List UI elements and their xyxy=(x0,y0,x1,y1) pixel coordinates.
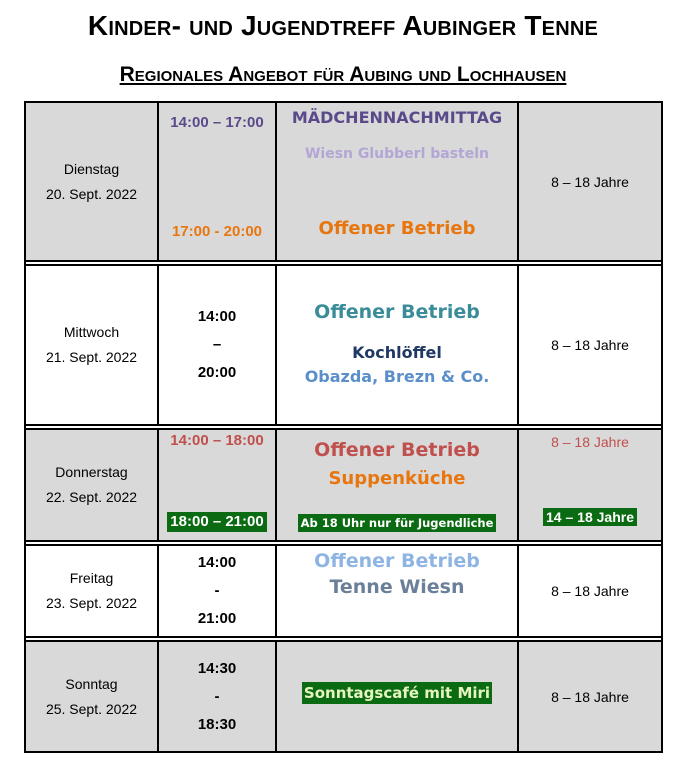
time-cell xyxy=(158,429,276,541)
time-start: 14:30 xyxy=(197,659,237,677)
time-slot-2: 18:00 – 21:00 xyxy=(167,512,266,532)
age-range: 8 – 18 Jahre xyxy=(551,173,629,190)
age-range-1: 8 – 18 Jahre xyxy=(551,434,629,450)
age-range: 8 – 18 Jahre xyxy=(551,583,629,599)
day-cell xyxy=(25,265,158,425)
page-title: Kinder- und Jugendtreff Aubinger Tenne xyxy=(87,10,599,41)
time-cell xyxy=(158,102,276,261)
program-cell xyxy=(276,265,518,425)
time-cell xyxy=(158,641,276,752)
day-date: 25. Sept. 2022 xyxy=(45,700,138,717)
time-separator: - xyxy=(214,582,220,599)
program-tenne-wiesn: Tenne Wiesn xyxy=(329,576,465,598)
time-start: 14:00 xyxy=(197,554,237,571)
time-slot-1: 14:00 – 17:00 xyxy=(170,114,264,131)
time-slot-2: 17:00 - 20:00 xyxy=(171,223,263,240)
program-title: Offener Betrieb xyxy=(314,301,480,323)
program-cell xyxy=(276,545,518,637)
program-title: MÄDCHENNACHMITTAG xyxy=(277,103,517,133)
table-row xyxy=(25,102,662,261)
time-end: 21:00 xyxy=(197,610,237,627)
age-cell xyxy=(518,545,662,637)
time-end: 20:00 xyxy=(197,364,237,381)
day-name: Dienstag xyxy=(63,160,120,177)
schedule-table xyxy=(24,101,663,753)
day-cell xyxy=(25,102,158,261)
time-separator: – xyxy=(212,336,222,353)
time-cell xyxy=(158,265,276,425)
age-range-2: 14 – 18 Jahre xyxy=(543,508,637,526)
table-row xyxy=(25,265,662,425)
day-cell xyxy=(25,545,158,637)
time-slot-1: 14:00 – 18:00 xyxy=(170,432,264,449)
day-date: 22. Sept. 2022 xyxy=(45,489,138,505)
time-cell xyxy=(158,545,276,637)
program-title: Offener Betrieb xyxy=(314,439,480,461)
program-cell xyxy=(276,429,518,541)
table-row xyxy=(25,429,662,541)
age-range: 8 – 18 Jahre xyxy=(551,688,629,705)
program-suppenkueche: Suppenküche xyxy=(328,468,466,489)
page-subtitle: Regionales Angebot für Aubing und Lochhausen xyxy=(119,63,567,86)
day-name: Mittwoch xyxy=(63,324,120,340)
day-cell xyxy=(25,429,158,541)
day-date: 20. Sept. 2022 xyxy=(45,185,138,202)
day-name: Sonntag xyxy=(65,675,118,692)
age-cell xyxy=(518,641,662,752)
age-cell xyxy=(518,102,662,261)
age-cell xyxy=(518,265,662,425)
day-cell xyxy=(25,641,158,752)
age-range: 8 – 18 Jahre xyxy=(551,337,629,353)
program-note: Ab 18 Uhr nur für Jugendliche xyxy=(298,514,497,532)
day-date: 23. Sept. 2022 xyxy=(45,595,138,611)
program-title: Offener Betrieb xyxy=(314,550,480,572)
program-open: Offener Betrieb xyxy=(318,218,476,239)
program-menu: Obazda, Brezn & Co. xyxy=(304,367,490,386)
program-title: Sonntagscafé mit Miri xyxy=(303,683,491,702)
time-separator: - xyxy=(214,687,220,705)
program-cell xyxy=(276,102,518,261)
time-end: 18:30 xyxy=(197,715,237,733)
program-cell xyxy=(276,641,518,752)
table-row xyxy=(25,545,662,637)
program-subtitle: Wiesn Glubberl basteln xyxy=(304,146,490,162)
time-start: 14:00 xyxy=(197,308,237,325)
day-name: Freitag xyxy=(69,570,114,586)
day-date: 21. Sept. 2022 xyxy=(45,349,138,365)
program-kochloeffel: Kochlöffel xyxy=(352,343,442,362)
day-name: Donnerstag xyxy=(55,464,128,480)
table-row xyxy=(25,641,662,752)
age-cell xyxy=(518,429,662,541)
